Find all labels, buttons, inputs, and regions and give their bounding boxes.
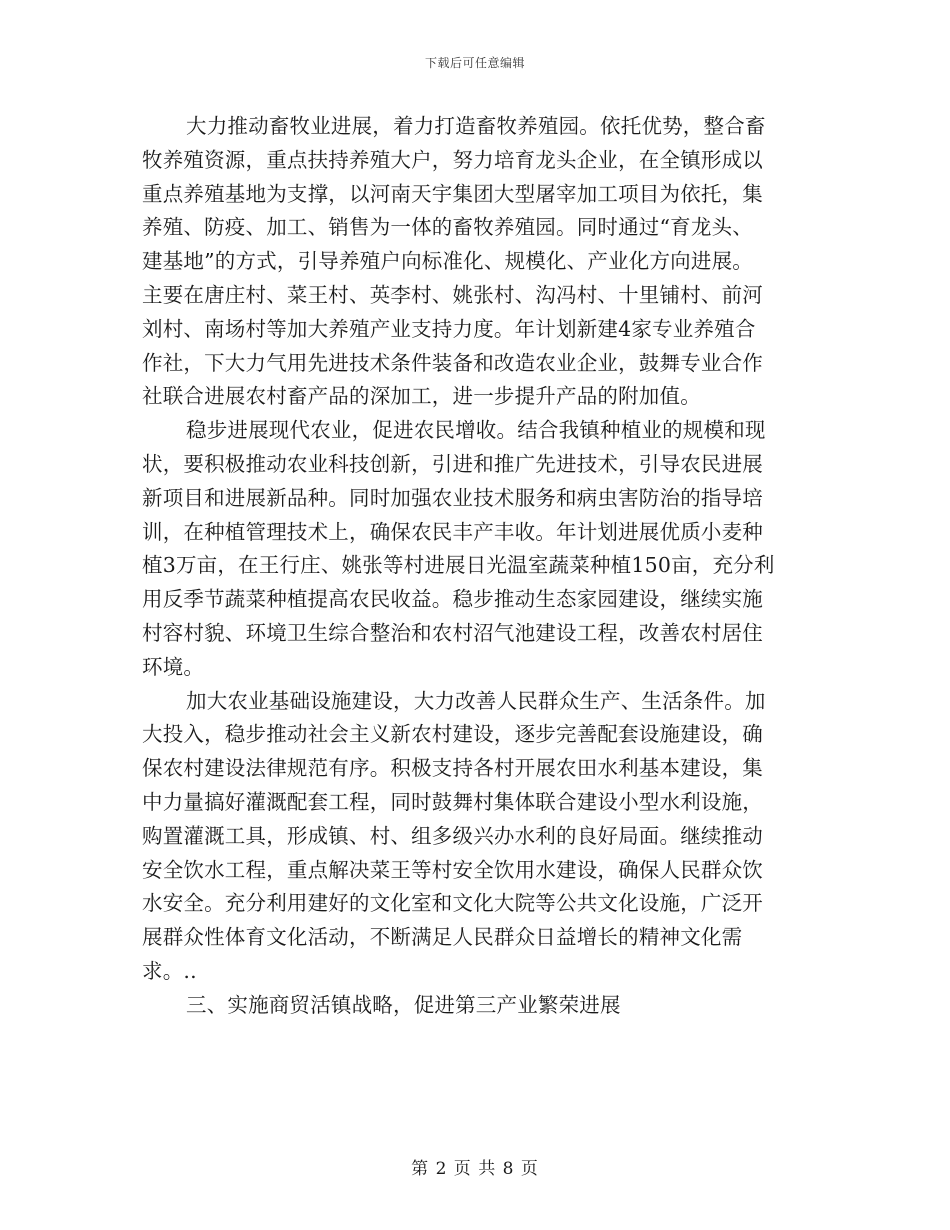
text-line: 新项目和进展新品种。同时加强农业技术服务和病虫害防治的指导培 — [142, 485, 763, 510]
text-line: 中力量搞好灌溉配套工程，同时鼓舞村集体联合建设小型水利设施， — [142, 789, 763, 814]
text-line: 重点养殖基地为支撑，以河南天宇集团大型屠宰加工项目为依托，集 — [142, 181, 763, 206]
text-line: 水安全。充分利用建好的文化室和文化大院等公共文化设施，广泛开 — [142, 891, 763, 916]
text-line: 植3万亩，在王行庄、姚张等村进展日光温室蔬菜种植150亩，充分利 — [142, 553, 775, 578]
section-heading — [142, 989, 810, 1023]
paragraph-modern-agriculture — [142, 414, 810, 684]
text-line: 加大农业基础设施建设，大力改善人民群众生产、生活条件。加 — [186, 688, 766, 713]
text-line: 保农村建设法律规范有序。积极支持各村开展农田水利基本建设，集 — [142, 756, 763, 781]
page-header-note: 下载后可任意编辑 — [424, 56, 525, 70]
text-line: 环境。 — [142, 654, 205, 679]
document-body — [142, 110, 810, 1023]
text-line: 大投入，稳步推动社会主义新农村建设，逐步完善配套设施建设，确 — [142, 722, 763, 747]
text-line: 训，在种植管理技术上，确保农民丰产丰收。年计划进展优质小麦种 — [142, 519, 763, 544]
text-line: 大力推动畜牧业进展，着力打造畜牧养殖园。依托优势，整合畜 — [186, 114, 766, 138]
text-line: 建基地”的方式，引导养殖户向标准化、规模化、产业化方向进展。 — [142, 249, 753, 274]
text-line: 用反季节蔬菜种植提高农民收益。稳步推动生态家园建设，继续实施 — [142, 587, 763, 612]
text-line: 牧养殖资源，重点扶持养殖大户，努力培育龙头企业，在全镇形成以 — [142, 147, 763, 172]
text-line: 社联合进展农村畜产品的深加工，进一步提升产品的附加值。 — [142, 384, 701, 409]
text-line: 状，要积极推动农业科技创新，引进和推广先进技术，引导农民进展 — [142, 451, 763, 476]
text-line: 刘村、南场村等加大养殖产业支持力度。年计划新建4家专业养殖合 — [142, 316, 756, 341]
text-line: 求。.. — [142, 958, 197, 983]
paragraph-infrastructure — [142, 685, 810, 989]
text-line: 安全饮水工程，重点解决菜王等村安全饮用水建设，确保人民群众饮 — [142, 857, 763, 882]
text-line: 作社，下大力气用先进技术条件装备和改造农业企业，鼓舞专业合作 — [142, 350, 763, 375]
page-number: 第 2 页 共 8 页 — [411, 1159, 539, 1179]
text-line: 养殖、防疫、加工、销售为一体的畜牧养殖园。同时通过“育龙头、 — [142, 215, 753, 240]
paragraph-livestock — [142, 110, 810, 414]
text-line: 展群众性体育文化活动，不断满足人民群众日益增长的精神文化需 — [142, 925, 743, 950]
text-line: 稳步进展现代农业，促进农民增收。结合我镇种植业的规模和现 — [186, 418, 766, 443]
text-line: 村容村貌、环境卫生综合整治和农村沼气池建设工程，改善农村居住 — [142, 620, 763, 645]
section-heading-text: 三、实施商贸活镇战略，促进第三产业繁荣进展 — [186, 992, 621, 1017]
text-line: 购置灌溉工具，形成镇、村、组多级兴办水利的良好局面。继续推动 — [142, 823, 763, 848]
text-line: 主要在唐庄村、菜王村、英李村、姚张村、沟冯村、十里铺村、前河 — [142, 282, 763, 307]
